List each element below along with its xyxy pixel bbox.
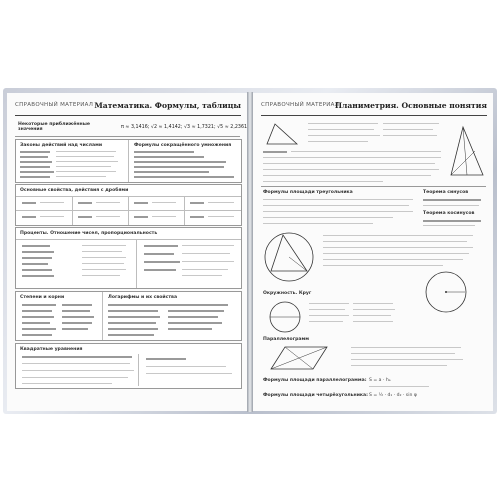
laws-box — [15, 139, 242, 183]
left-page-header — [15, 99, 241, 116]
percent-box — [15, 227, 242, 289]
circle-figure — [267, 299, 303, 335]
laws-heading: Законы действий над числами — [20, 143, 103, 148]
quad-area-formula: S = ½ · d₁ · d₂ · sin φ — [369, 393, 417, 398]
approx-values: π ≈ 3,1416; √2 ≈ 1,4142; √3 ≈ 1,7321; √5 ≈ 2,2361 — [121, 125, 247, 130]
sines-heading: Теорема синусов — [423, 190, 469, 195]
right-section-tag: СПРАВОЧНЫЙ МАТЕРИАЛ — [261, 102, 340, 108]
quadratic-heading: Квадратные уравнения — [20, 347, 83, 352]
parallelogram-heading: Параллелограмм — [263, 337, 309, 342]
right-triangle-figure — [445, 123, 487, 179]
percent-heading: Проценты. Отношение чисел, пропорциональность — [20, 231, 158, 236]
fractions-heading: Основные свойства, действия с дробями — [20, 188, 129, 193]
powers-heading: Степени и корни — [20, 295, 65, 300]
left-page-title: Математика. Формулы, таблицы — [94, 101, 241, 110]
approx-values-box — [15, 120, 247, 137]
logs-heading: Логарифмы и их свойства — [108, 295, 178, 300]
left-section-tag: СПРАВОЧНЫЙ МАТЕРИАЛ — [15, 102, 94, 108]
right-page-header — [261, 99, 487, 116]
left-page — [7, 93, 247, 411]
quad-area-heading: Формулы площади четырёхугольника: — [263, 393, 368, 398]
approx-heading: Некоторые приближённые значения — [18, 122, 90, 132]
cosines-heading: Теорема косинусов — [423, 211, 475, 216]
right-page — [253, 93, 493, 411]
triangle-area-heading: Формулы площади треугольника — [263, 190, 353, 195]
circle-right-figure — [421, 267, 471, 317]
inscribed-triangle-figure — [261, 229, 317, 285]
quadratic-box — [15, 343, 242, 389]
parallelogram-figure — [267, 343, 331, 373]
parallelogram-area-formula: S = a · hₐ — [369, 378, 391, 383]
circle-heading: Окружность. Круг — [263, 291, 312, 296]
right-page-title: Планиметрия. Основные понятия — [334, 101, 487, 110]
short-mult-heading: Формулы сокращённого умножения — [134, 143, 232, 148]
powers-box — [15, 291, 242, 341]
fractions-box — [15, 184, 242, 226]
triangle-figure — [263, 120, 303, 148]
triangle-area-box — [261, 186, 486, 229]
parallelogram-area-heading: Формулы площади параллелограмма: — [263, 378, 367, 383]
